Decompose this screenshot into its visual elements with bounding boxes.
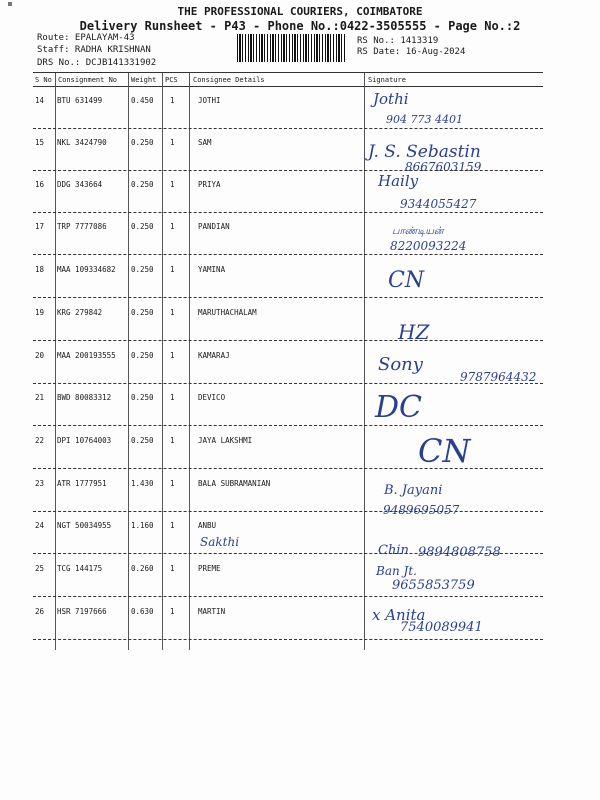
column-divider bbox=[55, 73, 56, 650]
staff-label: Staff: RADHA KRISHNAN bbox=[37, 45, 151, 55]
row-sno: 24 bbox=[35, 521, 45, 530]
row-consignee: PREME bbox=[198, 564, 221, 573]
row-signature-phone: 7540089941 bbox=[400, 620, 483, 635]
row-divider bbox=[33, 425, 543, 426]
row-sno: 15 bbox=[35, 138, 45, 147]
row-sno: 18 bbox=[35, 265, 45, 274]
row-consignee: KAMARAJ bbox=[198, 351, 230, 360]
row-consignee: ANBU bbox=[198, 521, 217, 530]
row-consignment-no: DDG 343664 bbox=[57, 180, 103, 189]
row-weight: 0.250 bbox=[131, 222, 154, 231]
row-sno: 21 bbox=[35, 393, 45, 402]
runsheet-title: Delivery Runsheet - P43 - Phone No.:0422-3505555 - Page No.:2 bbox=[79, 19, 521, 33]
row-signature-phone: 9489695057 bbox=[383, 503, 460, 517]
row-signature-phone: 904 773 4401 bbox=[386, 113, 463, 126]
row-pcs: 1 bbox=[170, 479, 175, 488]
row-sno: 14 bbox=[35, 96, 45, 105]
row-signature: Sony bbox=[378, 354, 423, 375]
row-consignment-no: BTU 631499 bbox=[57, 96, 103, 105]
row-pcs: 1 bbox=[170, 222, 175, 231]
row-signature: DC bbox=[375, 390, 423, 425]
row-consignment-no: MAA 109334682 bbox=[57, 265, 116, 274]
row-handwritten-note: Sakthi bbox=[200, 535, 240, 549]
row-divider bbox=[33, 297, 543, 298]
row-weight: 0.250 bbox=[131, 436, 154, 445]
header-bottom-rule bbox=[33, 86, 543, 87]
row-consignment-no: MAA 200193555 bbox=[57, 351, 116, 360]
row-consignment-no: HSR 7197666 bbox=[57, 607, 107, 616]
row-consignment-no: NGT 50034955 bbox=[57, 521, 112, 530]
row-divider bbox=[33, 639, 543, 640]
row-consignee: BALA SUBRAMANIAN bbox=[198, 479, 271, 488]
row-signature-phone: 8667603159 bbox=[405, 160, 482, 174]
row-weight: 0.260 bbox=[131, 564, 154, 573]
row-sno: 16 bbox=[35, 180, 45, 189]
row-weight: 0.250 bbox=[131, 138, 154, 147]
row-sno: 20 bbox=[35, 351, 45, 360]
row-consignment-no: ATR 1777951 bbox=[57, 479, 107, 488]
row-signature: Chin bbox=[378, 543, 409, 558]
row-pcs: 1 bbox=[170, 180, 175, 189]
row-weight: 0.250 bbox=[131, 393, 154, 402]
row-divider bbox=[33, 128, 543, 129]
row-signature: B. Jayani bbox=[384, 483, 443, 498]
row-divider bbox=[33, 212, 543, 213]
row-weight: 0.250 bbox=[131, 265, 154, 274]
row-sno: 22 bbox=[35, 436, 45, 445]
row-divider bbox=[33, 511, 543, 512]
column-divider bbox=[128, 73, 129, 650]
rs-date: RS Date: 16-Aug-2024 bbox=[357, 47, 466, 57]
row-pcs: 1 bbox=[170, 521, 175, 530]
row-consignment-no: TRP 7777086 bbox=[57, 222, 107, 231]
drs-number: DRS No.: DCJB141331902 bbox=[37, 58, 157, 68]
company-name: THE PROFESSIONAL COURIERS, COIMBATORE bbox=[177, 5, 423, 18]
column-divider bbox=[364, 73, 365, 650]
row-pcs: 1 bbox=[170, 308, 175, 317]
row-signature: Ban Jt. bbox=[376, 564, 417, 578]
barcode bbox=[237, 34, 347, 62]
row-consignee: JOTHI bbox=[198, 96, 221, 105]
row-pcs: 1 bbox=[170, 436, 175, 445]
row-signature: CN bbox=[418, 432, 471, 470]
row-divider bbox=[33, 553, 543, 554]
row-consignment-no: DPI 10764003 bbox=[57, 436, 112, 445]
row-divider bbox=[33, 254, 543, 255]
col-header-pcs: PCS bbox=[165, 76, 178, 84]
col-header-consignee: Consignee Details bbox=[193, 76, 265, 84]
row-consignee: MARUTHACHALAM bbox=[198, 308, 257, 317]
row-pcs: 1 bbox=[170, 96, 175, 105]
row-pcs: 1 bbox=[170, 138, 175, 147]
row-signature-phone: 8220093224 bbox=[390, 239, 467, 253]
col-header-signature: Signature bbox=[368, 76, 406, 84]
row-weight: 0.250 bbox=[131, 351, 154, 360]
row-consignment-no: NKL 3424790 bbox=[57, 138, 107, 147]
row-divider bbox=[33, 596, 543, 597]
row-pcs: 1 bbox=[170, 607, 175, 616]
row-signature-phone: 9655853759 bbox=[392, 578, 475, 593]
row-pcs: 1 bbox=[170, 564, 175, 573]
rs-number: RS No.: 1413319 bbox=[357, 36, 439, 46]
row-sno: 26 bbox=[35, 607, 45, 616]
row-pcs: 1 bbox=[170, 351, 175, 360]
column-divider bbox=[162, 73, 163, 650]
row-signature: பாண்டியன் bbox=[392, 226, 444, 237]
row-signature-phone: 9344055427 bbox=[400, 197, 477, 211]
row-consignee: MARTIN bbox=[198, 607, 226, 616]
row-signature: x Anita bbox=[372, 606, 426, 624]
row-consignment-no: KRG 279842 bbox=[57, 308, 103, 317]
row-weight: 0.630 bbox=[131, 607, 154, 616]
row-sno: 25 bbox=[35, 564, 45, 573]
row-sno: 23 bbox=[35, 479, 45, 488]
row-signature: HZ bbox=[398, 320, 430, 344]
route-label: Route: EPALAYAM-43 bbox=[37, 33, 135, 43]
row-weight: 1.160 bbox=[131, 521, 154, 530]
col-header-sno: S No bbox=[35, 76, 52, 84]
table-top-rule bbox=[33, 72, 543, 73]
row-sno: 19 bbox=[35, 308, 45, 317]
row-consignee: DEVICO bbox=[198, 393, 226, 402]
row-weight: 0.250 bbox=[131, 308, 154, 317]
row-consignee: JAYA LAKSHMI bbox=[198, 436, 253, 445]
row-signature: J. S. Sebastin bbox=[368, 142, 481, 162]
row-signature-phone: 9787964432 bbox=[460, 370, 537, 384]
row-signature-phone: 9894808758 bbox=[418, 545, 501, 560]
row-weight: 0.450 bbox=[131, 96, 154, 105]
row-signature: Jothi bbox=[373, 90, 409, 108]
row-divider bbox=[33, 170, 543, 171]
row-sno: 17 bbox=[35, 222, 45, 231]
row-divider bbox=[33, 468, 543, 469]
col-header-weight: Weight bbox=[131, 76, 157, 84]
row-divider bbox=[33, 383, 543, 384]
col-header-consignment: Consignment No bbox=[58, 76, 118, 84]
column-divider bbox=[189, 73, 190, 650]
row-divider bbox=[33, 340, 543, 341]
row-consignment-no: TCG 144175 bbox=[57, 564, 103, 573]
row-consignment-no: BWD 80083312 bbox=[57, 393, 112, 402]
row-signature: Haily bbox=[378, 172, 419, 190]
row-pcs: 1 bbox=[170, 393, 175, 402]
row-consignee: YAMINA bbox=[198, 265, 226, 274]
row-signature: CN bbox=[388, 268, 425, 293]
row-weight: 0.250 bbox=[131, 180, 154, 189]
row-pcs: 1 bbox=[170, 265, 175, 274]
row-consignee: SAM bbox=[198, 138, 212, 147]
row-weight: 1.430 bbox=[131, 479, 154, 488]
row-consignee: PRIYA bbox=[198, 180, 221, 189]
row-consignee: PANDIAN bbox=[198, 222, 230, 231]
